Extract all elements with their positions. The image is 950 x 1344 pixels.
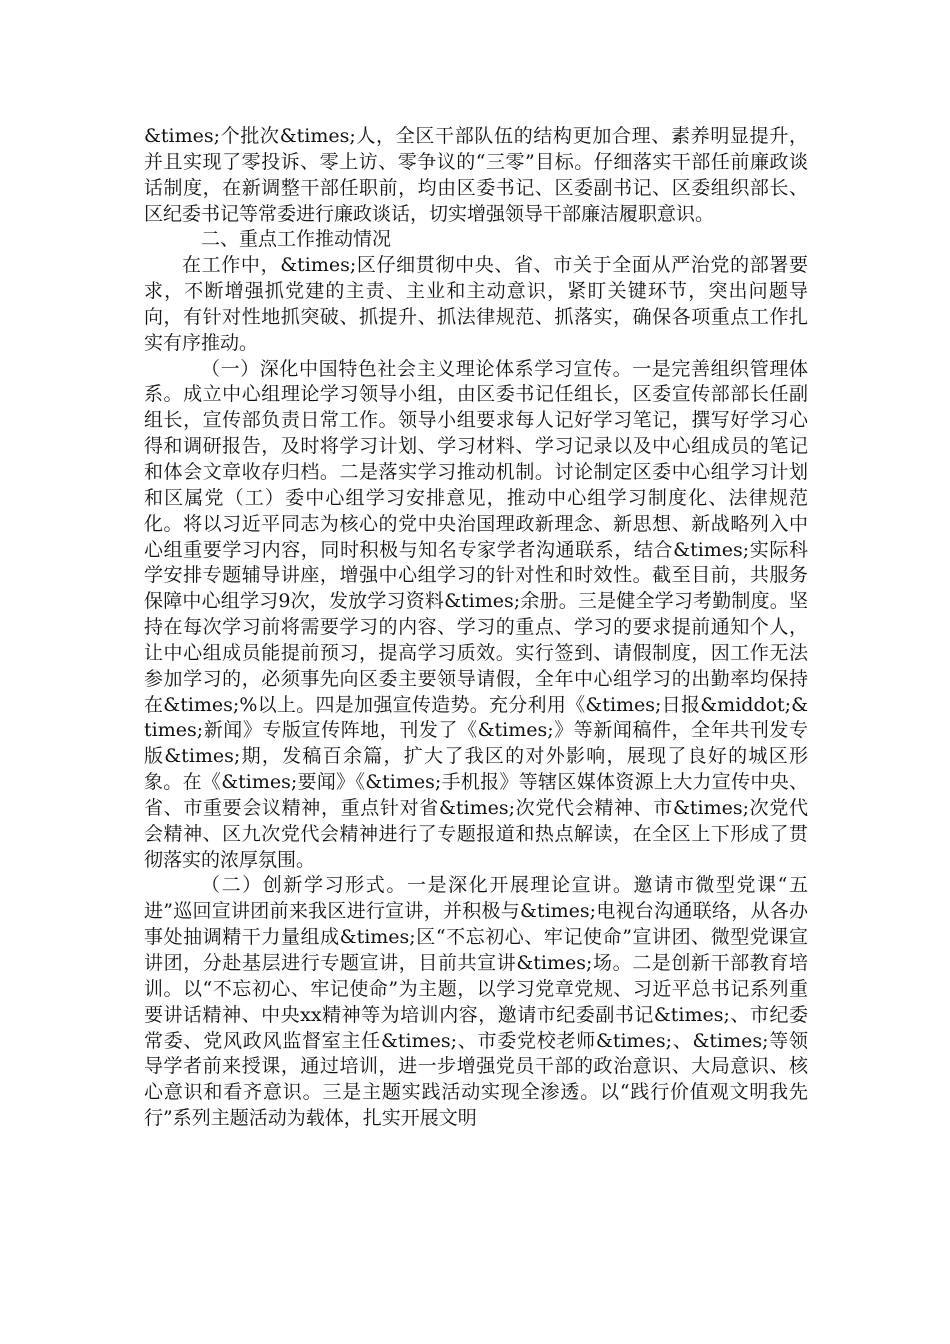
paragraph-cadre-summary: &times;个批次&times;人，全区干部队伍的结构更加合理、素养明显提升，并且实现了零投诉、零上访、零争议的“三零”目标。仔细落实干部任前廉政谈话制度，在新调整干部任职前，均由区委书记、区委副书记、区委组织部长、区纪委书记等常委进行廉政谈话，切实增强领导干部廉洁履职意识。 (144, 125, 808, 225)
document-page (144, 124, 808, 1132)
paragraph-key-work-intro: 在工作中，&times;区仔细贯彻中央、省、市关于全面从严治党的部署要求，不断增强抓党建的主责、主业和主动意识，紧盯关键环节，突出问题导向，有针对性地抓突破、抓提升、抓法律规范、抓落实，确保各项重点工作扎实有序推动。 (144, 254, 808, 354)
section-heading-key-work: 二、重点工作推动情况 (201, 228, 392, 251)
paragraph-learning-forms: （二）创新学习形式。一是深化开展理论宣讲。邀请市微型党课“五进”巡回宣讲团前来我区进行宣讲，并积极与&times;电视台沟通联络，从各办事处抽调精干力量组成&times;区“不忘初心、牢记使命”宣讲团、微型党课宣讲团，分赴基层进行专题宣讲，目前共宣讲&times;场。二是创新干部教育培训。以“不忘初心、牢记使命”为主题，以学习党章党规、习近平总书记系列重要讲话精神、中央xx精神等为培训内容，邀请市纪委副书记&times;、市纪委常委、党风政风监督室主任&times;、市委党校老师&times;、&times;等领导学者前来授课，通过培训，进一步增强党员干部的政治意识、大局意识、核心意识和看齐意识。三是主题实践活动实现全渗透。以“践行价值观文明我先行”系列主题活动为载体，扎实开展文明 (144, 874, 808, 1130)
paragraph-theory-study: （一）深化中国特色社会主义理论体系学习宣传。一是完善组织管理体系。成立中心组理论学习领导小组，由区委书记任组长，区委宣传部部长任副组长，宣传部负责日常工作。领导小组要求每人记好学习笔记，撰写好学习心得和调研报告，及时将学习计划、学习材料、学习记录以及中心组成员的笔记和体会文章收存归档。二是落实学习推动机制。讨论制定区委中心组学习计划和区属党（工）委中心组学习安排意见，推动中心组学习制度化、法律规范化。将以习近平同志为核心的党中央治国理政新理念、新思想、新战略列入中心组重要学习内容，同时积极与知名专家学者沟通联系，结合&times;实际科学安排专题辅导讲座，增强中心组学习的针对性和时效性。截至目前，共服务保障中心组学习9次，发放学习资料&times;余册。三是健全学习考勤制度。坚持在每次学习前将需要学习的内容、学习的重点、学习的要求提前通知个人，让中心组成员能提前预习，提高学习质效。实行签到、请假制度，因工作无法参加学习的，必须事先向区委主要领导请假，全年中心组学习的出勤率均保持在&times;%以上。四是加强宣传造势。充分利用《&times;日报&middot;&times;新闻》专版宣传阵地，刊发了《&times;》等新闻稿件，全年共刊发专版&times;期，发稿百余篇，扩大了我区的对外影响，展现了良好的城区形象。在《&times;要闻》《&times;手机报》等辖区媒体资源上大力宣传中央、省、市重要会议精神，重点针对省&times;次党代会精神、市&times;次党代会精神、区九次党代会精神进行了专题报道和热点解读，在全区上下形成了贯彻落实的浓厚氛围。 (144, 357, 808, 871)
